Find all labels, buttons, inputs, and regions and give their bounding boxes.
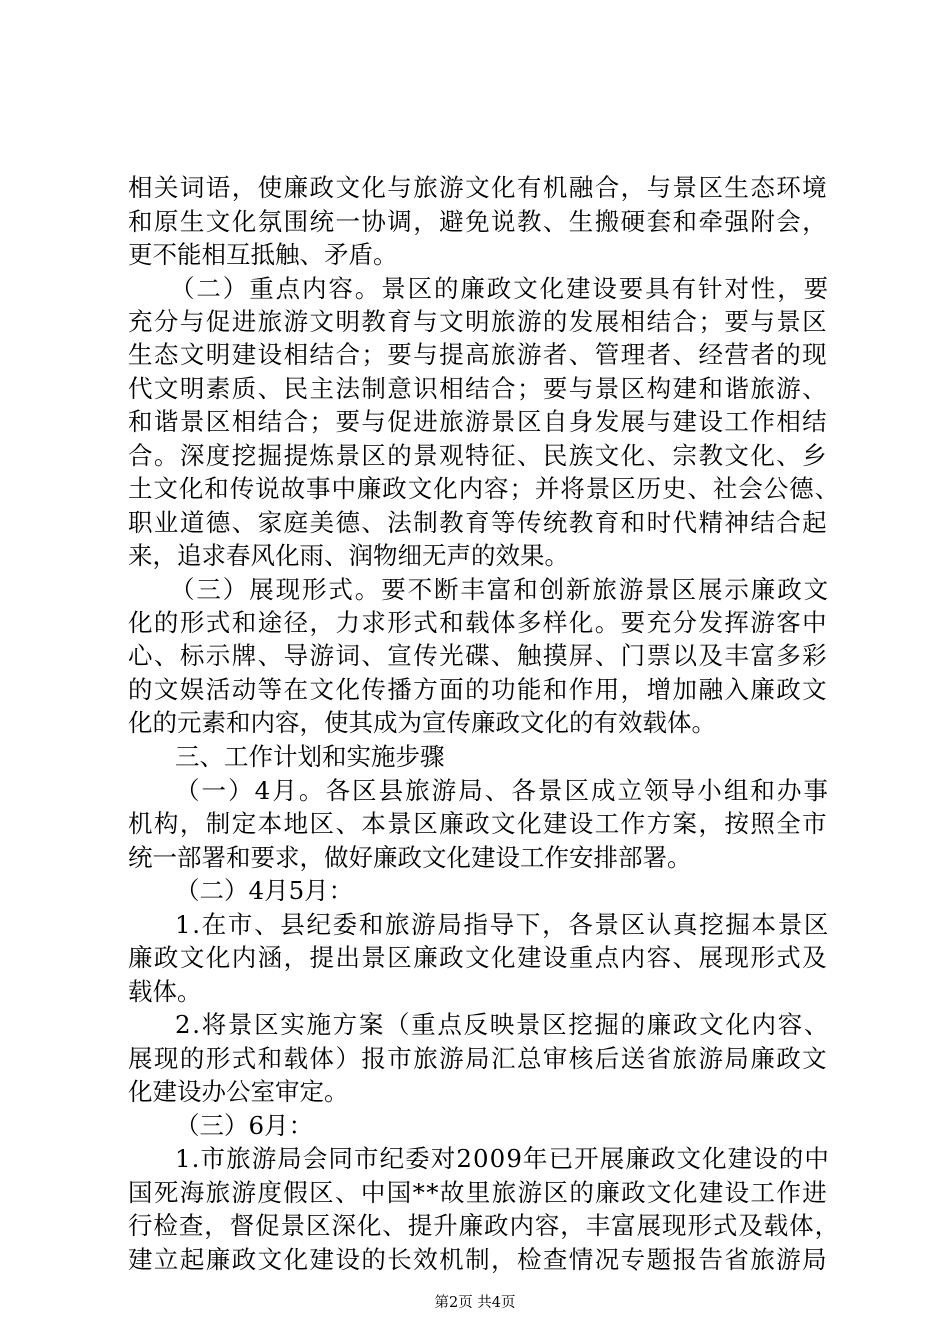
text-line: 土文化和传说故事中廉政文化内容；并将景区历史、社会公德、 bbox=[128, 474, 841, 503]
text-line: 廉政文化内涵，提出景区廉政文化建设重点内容、展现形式及 bbox=[128, 943, 829, 972]
text-line: （二）4月5月： bbox=[175, 876, 354, 905]
text-line: （三）展现形式。要不断丰富和创新旅游景区展示廉政文 bbox=[170, 575, 830, 604]
text-line: 职业道德、家庭美德、法制教育等传统教育和时代精神结合起 bbox=[128, 508, 829, 537]
text-line: 心、标示牌、导游词、宣传光碟、触摸屏、门票以及丰富多彩 bbox=[128, 641, 829, 670]
text-line: 生态文明建设相结合；要与提高旅游者、管理者、经营者的现 bbox=[128, 340, 829, 369]
text-line: 来，追求春风化雨、润物细无声的效果。 bbox=[128, 541, 569, 570]
text-line: 充分与促进旅游文明教育与文明旅游的发展相结合；要与景区 bbox=[128, 307, 829, 336]
text-line: 载体。 bbox=[128, 977, 202, 1006]
text-line: 2.将景区实施方案（重点反映景区挖掘的廉政文化内容、 bbox=[175, 1010, 831, 1039]
text-line: 行检查，督促景区深化、提升廉政内容，丰富展现形式及载体， bbox=[128, 1211, 841, 1240]
text-line: （一）4月。各区县旅游局、各景区成立领导小组和办事 bbox=[175, 776, 831, 805]
text-line: 化的元素和内容，使其成为宣传廉政文化的有效载体。 bbox=[128, 708, 716, 737]
text-line: （三）6月： bbox=[175, 1111, 314, 1140]
text-line: 国死海旅游度假区、中国**故里旅游区的廉政文化建设工作进 bbox=[128, 1178, 829, 1207]
text-line: 相关词语，使廉政文化与旅游文化有机融合，与景区生态环境 bbox=[128, 173, 829, 202]
text-line: 合。深度挖掘提炼景区的景观特征、民族文化、宗教文化、乡 bbox=[128, 441, 829, 470]
text-line: 化的形式和途径，力求形式和载体多样化。要充分发挥游客中 bbox=[128, 608, 829, 637]
text-line: 机构，制定本地区、本景区廉政文化建设工作方案，按照全市 bbox=[128, 809, 829, 838]
text-line: 展现的形式和载体）报市旅游局汇总审核后送省旅游局廉政文 bbox=[128, 1044, 829, 1073]
text-line: 1.在市、县纪委和旅游局指导下，各景区认真挖掘本景区 bbox=[175, 910, 831, 939]
section-heading: 三、工作计划和实施步骤 bbox=[175, 742, 445, 771]
text-line: 统一部署和要求，做好廉政文化建设工作安排部署。 bbox=[128, 843, 692, 872]
text-line: 1.市旅游局会同市纪委对2009年已开展廉政文化建设的中 bbox=[175, 1144, 830, 1173]
text-line: 和原生文化氛围统一协调，避免说教、生搬硬套和牵强附会， bbox=[128, 207, 829, 236]
text-line: 代文明素质、民主法制意识相结合；要与景区构建和谐旅游、 bbox=[128, 374, 829, 403]
text-line: 的文娱活动等在文化传播方面的功能和作用，增加融入廉政文 bbox=[128, 675, 829, 704]
page-number-footer: 第2页 共4页 bbox=[434, 1295, 516, 1311]
text-line: （二）重点内容。景区的廉政文化建设要具有针对性，要 bbox=[170, 274, 830, 303]
text-line: 建立起廉政文化建设的长效机制，检查情况专题报告省旅游局 bbox=[128, 1245, 829, 1274]
text-line: 和谐景区相结合；要与促进旅游景区自身发展与建设工作相结 bbox=[128, 407, 829, 436]
text-line: 更不能相互抵触、矛盾。 bbox=[128, 240, 398, 269]
text-line: 化建设办公室审定。 bbox=[128, 1077, 349, 1106]
